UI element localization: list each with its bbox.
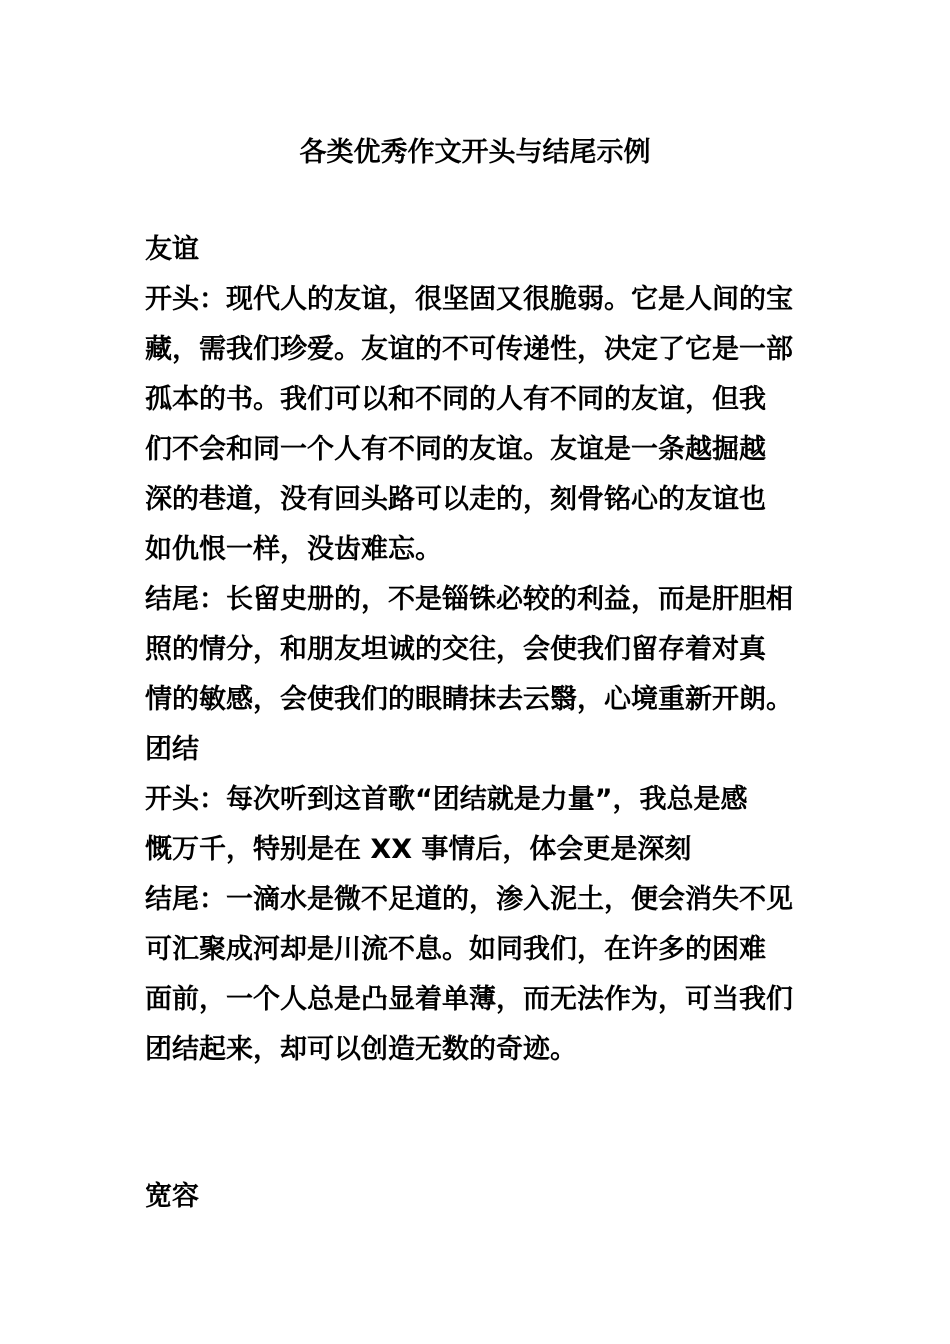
paragraph-line: 开头：每次听到这首歌“团结就是力量”，我总是感 (145, 784, 748, 815)
paragraph-line: 可汇聚成河却是川流不息。如同我们，在许多的困难 (145, 934, 766, 965)
paragraph-line: 们不会和同一个人有不同的友谊。友谊是一条越掘越 (145, 434, 766, 465)
paragraph-line: 面前，一个人总是凸显着单薄，而无法作为，可当我们 (145, 984, 793, 1015)
paragraph-line: 结尾：长留史册的，不是锱铢必较的利益，而是肝胆相 (145, 584, 793, 615)
paragraph-line: 深的巷道，没有回头路可以走的，刻骨铭心的友谊也 (145, 484, 766, 515)
heading-unity: 团结 (145, 734, 199, 765)
paragraph-line: 藏，需我们珍爱。友谊的不可传递性，决定了它是一部 (145, 334, 793, 365)
paragraph-line: 慨万千，特别是在 XX 事情后，体会更是深刻 (145, 834, 692, 865)
heading-tolerance: 宽容 (145, 1181, 199, 1212)
paragraph-line: 如仇恨一样，没齿难忘。 (145, 534, 442, 565)
document-body-continued (145, 1172, 810, 1222)
paragraph-line: 开头：现代人的友谊，很坚固又很脆弱。它是人间的宝 (145, 284, 793, 315)
paragraph-line: 团结起来，却可以创造无数的奇迹。 (145, 1034, 577, 1065)
paragraph-line: 照的情分，和朋友坦诚的交往，会使我们留存着对真 (145, 634, 766, 665)
paragraph-line: 孤本的书。我们可以和不同的人有不同的友谊，但我 (145, 384, 766, 415)
document-title: 各类优秀作文开头与结尾示例 (299, 137, 651, 168)
document-body (145, 225, 810, 1075)
paragraph-line: 结尾：一滴水是微不足道的，渗入泥土，便会消失不见 (145, 884, 793, 915)
paragraph-line: 情的敏感，会使我们的眼睛抹去云翳，心境重新开朗。 (145, 684, 793, 715)
heading-friendship: 友谊 (145, 234, 199, 265)
